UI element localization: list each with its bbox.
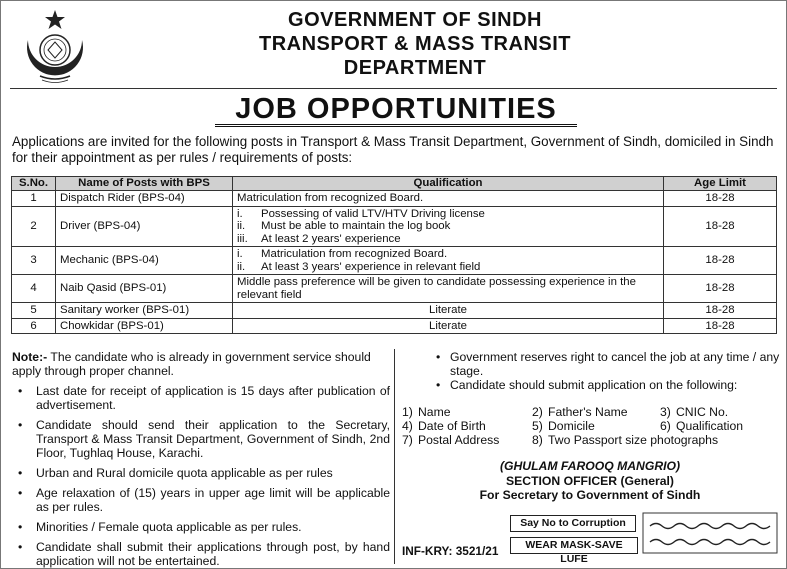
- doc-number: 8): [532, 433, 543, 447]
- header-line-3: DEPARTMENT: [343, 57, 487, 79]
- item-text: Must be able to maintain the log book: [261, 220, 451, 232]
- note-bullet: • Urban and Rural domicile quota applicable as per rules: [12, 466, 390, 480]
- signatory-designation: SECTION OFFICER (General): [506, 473, 674, 488]
- required-documents-list: [402, 405, 782, 447]
- note-bullet: • Last date for receipt of application is 15 days after publication of advertisement.: [12, 384, 390, 412]
- row-sno: 4: [12, 275, 56, 303]
- documents-row: [402, 419, 782, 433]
- doc-number: 6): [660, 419, 671, 433]
- item-text: Possessing of valid LTV/HTV Driving license: [261, 207, 485, 220]
- row-age-limit: 18-28: [664, 318, 777, 334]
- table-row: [12, 318, 777, 334]
- document-item: [532, 419, 660, 433]
- item-number: iii.: [237, 232, 248, 245]
- column-divider: [394, 349, 395, 564]
- doc-label: Date of Birth: [418, 419, 486, 433]
- table-header-row: [12, 177, 777, 191]
- doc-number: 7): [402, 433, 413, 447]
- urdu-slogan-image: [642, 512, 778, 554]
- qualification-item: [237, 261, 659, 274]
- department-header: [200, 8, 630, 80]
- header-line-1: GOVERNMENT OF SINDH: [288, 9, 542, 31]
- header-rule: [10, 88, 777, 89]
- row-qualification: [233, 206, 664, 247]
- document-item: [532, 405, 660, 419]
- sindh-government-emblem: [18, 8, 92, 86]
- row-sno: 6: [12, 318, 56, 334]
- note-paragraph: [12, 350, 390, 378]
- right-bullet: • Government reserves right to cancel the job at any time / any stage.: [398, 350, 780, 378]
- table-row: [12, 247, 777, 275]
- note-bullet: • Candidate shall submit their applications through post, by hand application will not be entertained.: [12, 540, 390, 568]
- table-row: [12, 275, 777, 303]
- signature-block: [420, 459, 760, 503]
- row-post-name: Naib Qasid (BPS-01): [56, 275, 233, 303]
- note-label: Note:-: [12, 350, 48, 364]
- right-bullet: • Candidate should submit application on the following:: [398, 378, 780, 392]
- header-qualification: Qualification: [233, 177, 664, 191]
- header-post-name: Name of Posts with BPS: [56, 177, 233, 191]
- table-row: [12, 303, 777, 319]
- note-bullet: • Candidate should send their application to the Secretary, Transport & Mass Transit Department, Government of Sindh, 2nd Floor, Tughlaq House, Karachi.: [12, 418, 390, 460]
- doc-label: CNIC No.: [676, 405, 729, 419]
- row-age-limit: 18-28: [664, 206, 777, 247]
- doc-label: Father's Name: [548, 405, 628, 419]
- doc-label: Postal Address: [418, 433, 500, 447]
- document-item: [402, 419, 532, 433]
- row-post-name: Mechanic (BPS-04): [56, 247, 233, 275]
- row-age-limit: 18-28: [664, 247, 777, 275]
- row-age-limit: 18-28: [664, 275, 777, 303]
- row-sno: 5: [12, 303, 56, 319]
- document-item: [532, 433, 718, 447]
- note-bullet: • Minorities / Female quota applicable as per rules.: [12, 520, 390, 534]
- qualification-item: [237, 248, 659, 261]
- doc-label: Two Passport size photographs: [548, 433, 719, 447]
- row-post-name: Dispatch Rider (BPS-04): [56, 191, 233, 207]
- row-post-name: Driver (BPS-04): [56, 206, 233, 247]
- item-number: ii.: [237, 220, 246, 232]
- row-sno: 2: [12, 206, 56, 247]
- row-age-limit: 18-28: [664, 191, 777, 207]
- document-item: [660, 419, 743, 433]
- documents-row: [402, 405, 782, 419]
- wear-mask-badge: WEAR MASK-SAVE LUFE: [510, 537, 638, 554]
- signatory-for: For Secretary to Government of Sindh: [479, 488, 701, 502]
- item-number: ii.: [237, 260, 246, 273]
- posts-table: [11, 176, 777, 334]
- item-text: At least 3 years' experience in relevant field: [261, 260, 481, 273]
- qualification-item: [237, 220, 659, 233]
- row-age-limit: 18-28: [664, 303, 777, 319]
- row-post-name: Chowkidar (BPS-01): [56, 318, 233, 334]
- note-bullet: • Age relaxation of (15) years in upper age limit will be applicable as per rules.: [12, 486, 390, 514]
- reference-number: INF-KRY: 3521/21: [402, 544, 499, 558]
- doc-number: 4): [402, 419, 413, 433]
- row-qualification: Literate: [233, 318, 664, 334]
- item-number: i.: [237, 248, 243, 260]
- doc-label: Domicile: [548, 419, 595, 433]
- qualification-item: [237, 233, 659, 246]
- doc-label: Name: [418, 405, 451, 419]
- row-qualification: [233, 247, 664, 275]
- table-row: [12, 206, 777, 247]
- doc-label: Qualification: [676, 419, 744, 433]
- doc-number: 2): [532, 405, 543, 419]
- doc-number: 5): [532, 419, 543, 433]
- job-title-underline: [215, 124, 577, 127]
- row-sno: 1: [12, 191, 56, 207]
- doc-number: 1): [402, 405, 413, 419]
- header-sno: S.No.: [12, 177, 56, 191]
- item-text: At least 2 years' experience: [261, 232, 401, 245]
- table-row: [12, 191, 777, 207]
- document-item: [402, 405, 532, 419]
- row-post-name: Sanitary worker (BPS-01): [56, 303, 233, 319]
- anti-corruption-badge: Say No to Corruption: [510, 515, 636, 532]
- documents-row: [402, 433, 782, 447]
- right-notes: [398, 350, 780, 392]
- row-sno: 3: [12, 247, 56, 275]
- row-qualification: Middle pass preference will be given to candidate possessing experience in the relevant field: [233, 275, 664, 303]
- job-title: JOB OPPORTUNITIES: [235, 93, 557, 125]
- row-qualification: Matriculation from recognized Board.: [233, 191, 664, 207]
- row-qualification: Literate: [233, 303, 664, 319]
- header-age-limit: Age Limit: [664, 177, 777, 191]
- document-item: [402, 433, 532, 447]
- signatory-name: (GHULAM FAROOQ MANGRIO): [499, 459, 681, 473]
- doc-number: 3): [660, 405, 671, 419]
- header-line-2: TRANSPORT & MASS TRANSIT: [259, 33, 571, 55]
- document-item: [660, 405, 728, 419]
- qualification-item: [237, 208, 659, 221]
- intro-paragraph: Applications are invited for the following posts in Transport & Mass Transit Department, Government of Sindh, domiciled in Sindh for their appointment as per rules / requirements of posts:: [12, 134, 774, 165]
- item-text: Matriculation from recognized Board.: [261, 248, 448, 260]
- item-number: i.: [237, 207, 243, 220]
- notes-section: [12, 350, 390, 568]
- note-text: The candidate who is already in government service should apply through proper channel.: [12, 350, 371, 378]
